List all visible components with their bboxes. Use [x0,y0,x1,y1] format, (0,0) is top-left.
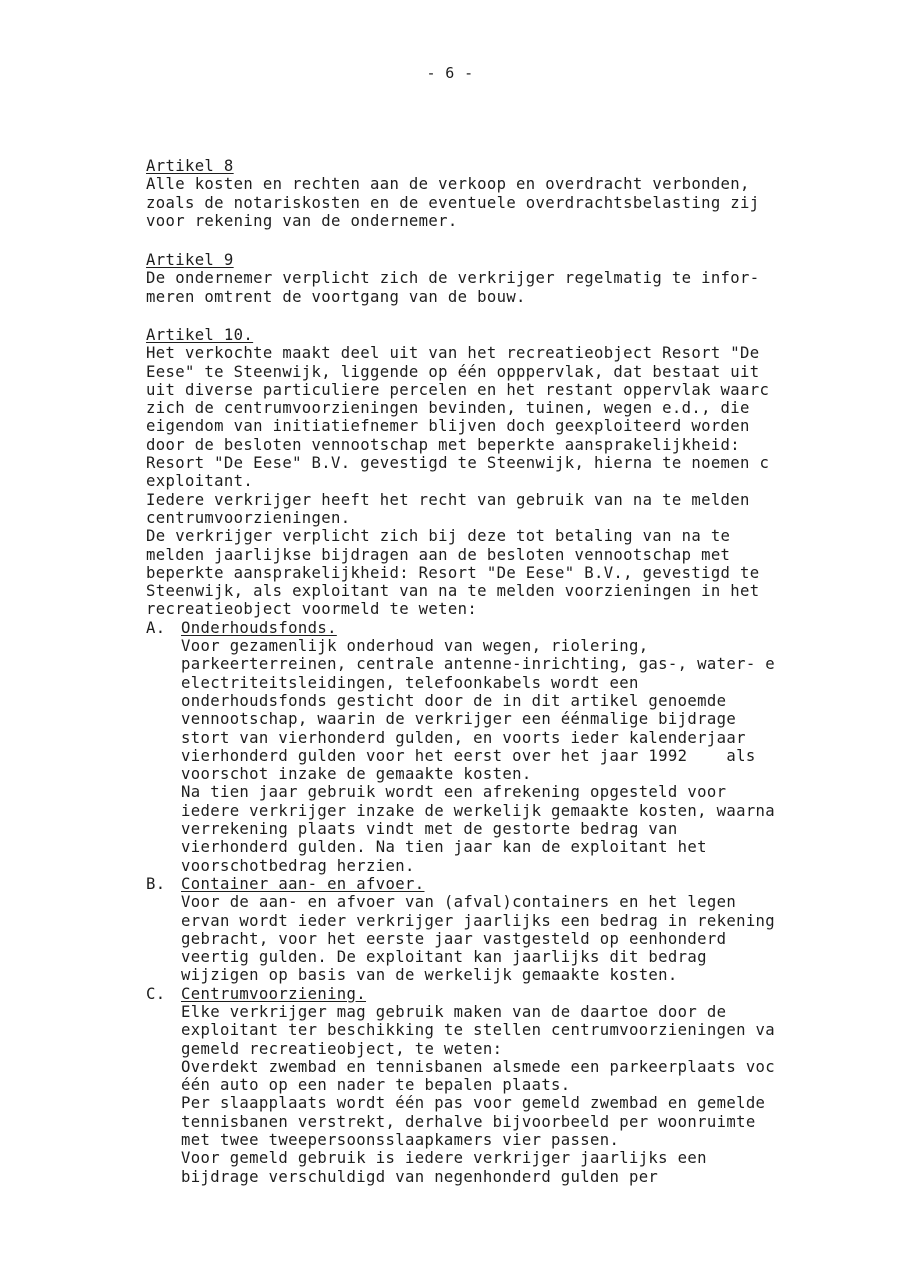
text-line: met twee tweepersoonsslaapkamers vier passen. [181,1131,620,1150]
article-10 [146,326,886,1186]
item-title: Centrumvoorziening. [181,984,367,1003]
text-line: Resort "De Eese" B.V. gevestigd te Steenwijk, hierna te noemen c [146,454,770,473]
text-line: voorschotbedrag herzien. [181,856,415,875]
article-8 [146,157,886,230]
text-line: Alle kosten en rechten aan de verkoop en overdracht verbonden, [146,175,750,194]
item-title: Onderhoudsfonds. [181,618,337,637]
article-heading: Artikel 8 [146,157,234,175]
text-line: voorschot inzake de gemaakte kosten. [181,765,532,784]
text-line: voor rekening van de ondernemer. [146,211,458,230]
text-line: vierhonderd gulden. Na tien jaar kan de exploitant het [181,838,707,857]
text-line: Overdekt zwembad en tennisbanen alsmede een parkeerplaats voc [181,1057,776,1076]
text-line: ervan wordt ieder verkrijger jaarlijks een bedrag in rekening [181,911,776,930]
text-line: verrekening plaats vindt met de gestorte bedrag van [181,820,678,839]
text-line: electriteitsleidingen, telefoonkabels wordt een [181,673,639,692]
text-line: Eese" te Steenwijk, liggende op één opppervlak, dat bestaat uit [146,362,760,381]
text-line: vierhonderd gulden voor het eerst over het jaar 1992 als [181,746,756,765]
text-line: Voor de aan- en afvoer van (afval)containers en het legen [181,893,737,912]
text-line: gemeld recreatieobject, te weten: [181,1039,503,1058]
text-line: één auto op een nader te bepalen plaats. [181,1076,571,1095]
text-line: exploitant ter beschikking te stellen centrumvoorzieningen va [181,1021,776,1040]
text-line: vennootschap, waarin de verkrijger een éénmalige bijdrage [181,710,737,729]
text-line: Het verkochte maakt deel uit van het recreatieobject Resort "De [146,344,760,363]
list-item-a [146,619,886,875]
list-item-b [146,875,886,985]
text-line: De verkrijger verplicht zich bij deze tot betaling van na te [146,527,731,546]
list-marker: B. [146,874,166,893]
text-line: Na tien jaar gebruik wordt een afrekening opgesteld voor [181,783,727,802]
text-line: zoals de notariskosten en de eventuele overdrachtsbelasting zij [146,193,760,212]
text-line: tennisbanen verstrekt, derhalve bijvoorbeeld per woonruimte [181,1112,756,1131]
text-line: Iedere verkrijger heeft het recht van gebruik van na te melden [146,490,750,509]
text-line: uit diverse particuliere percelen en het restant oppervlak waarc [146,380,770,399]
text-line: stort van vierhonderd gulden, en voorts ieder kalenderjaar [181,728,746,747]
text-line: wijzigen op basis van de werkelijk gemaakte kosten. [181,966,678,985]
text-line: recreatieobject voormeld te weten: [146,600,478,619]
text-line: De ondernemer verplicht zich de verkrijger regelmatig te infor- [146,269,760,288]
text-line: Elke verkrijger mag gebruik maken van de daartoe door de [181,1002,727,1021]
text-line: centrumvoorzieningen. [146,508,351,527]
text-line: exploitant. [146,472,254,491]
text-line: veertig gulden. De exploitant kan jaarlijks dit bedrag [181,948,707,967]
article-heading: Artikel 9 [146,251,234,269]
list-item-c [146,985,886,1186]
text-line: gebracht, voor het eerste jaar vastgesteld op eenhonderd [181,929,727,948]
text-line: bijdrage verschuldigd van negenhonderd gulden per [181,1167,659,1186]
text-line: zich de centrumvoorzieningen bevinden, tuinen, wegen e.d., die [146,399,750,418]
text-line: Per slaapplaats wordt één pas voor gemeld zwembad en gemelde [181,1094,766,1113]
page-number: - 6 - [426,64,474,82]
list-marker: A. [146,618,166,637]
text-line: beperkte aansprakelijkheid: Resort "De Eese" B.V., gevestigd te [146,563,760,582]
text-line: eigendom van initiatiefnemer blijven doch geexploiteerd worden [146,417,750,436]
text-line: meren omtrent de voortgang van de bouw. [146,287,526,306]
text-line: parkeerterreinen, centrale antenne-inrichting, gas-, water- e [181,655,776,674]
article-9 [146,251,886,306]
text-line: door de besloten vennootschap met beperkte aansprakelijkheid: [146,435,741,454]
text-line: Steenwijk, als exploitant van na te melden voorzieningen in het [146,582,760,601]
text-line: iedere verkrijger inzake de werkelijk gemaakte kosten, waarna [181,801,776,820]
text-line: Voor gezamenlijk onderhoud van wegen, riolering, [181,637,649,656]
text-line: Voor gemeld gebruik is iedere verkrijger jaarlijks een [181,1149,707,1168]
article-heading: Artikel 10. [146,326,254,344]
text-line: melden jaarlijkse bijdragen aan de besloten vennootschap met [146,545,731,564]
text-line: onderhoudsfonds gesticht door de in dit artikel genoemde [181,691,727,710]
list-marker: C. [146,984,166,1003]
item-title: Container aan- en afvoer. [181,874,425,893]
